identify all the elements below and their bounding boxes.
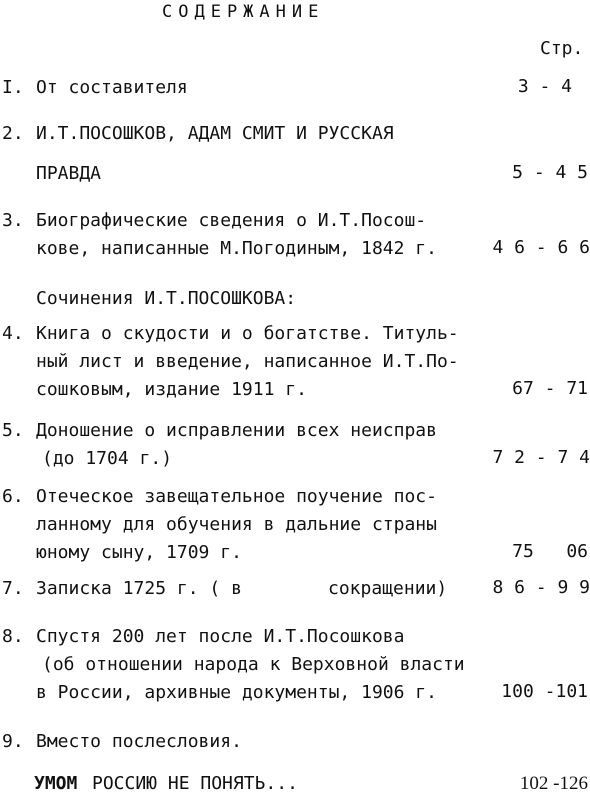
- entry-line: Вместо послесловия.: [36, 731, 242, 752]
- page-title: СОДЕРЖАНИЕ: [162, 2, 325, 22]
- entry-line: в России, архивные документы, 1906 г.: [36, 682, 437, 703]
- entry-number: I.: [2, 77, 24, 98]
- entry-line: юному сыну, 1709 г.: [36, 542, 242, 563]
- final-line-text: РОССИЮ НЕ ПОНЯТЬ...: [92, 773, 298, 794]
- entry-pages: 7 2 - 7 4: [492, 447, 590, 468]
- entry-pages: 67 - 71: [512, 378, 588, 399]
- entry-line: Отеческое завещательное поучение пос-: [36, 486, 437, 507]
- entry-pages: 8 6 - 9 9: [492, 577, 590, 598]
- entry-line: ланному для обучения в дальние страны: [36, 514, 437, 535]
- entry-pages: 5 - 4 5: [512, 162, 588, 183]
- entry-number: 3.: [2, 210, 24, 231]
- entry-number: 8.: [2, 626, 24, 647]
- entry-line: (до 1704 г.): [42, 448, 173, 469]
- entry-number: 7.: [2, 578, 24, 599]
- entry-pages: 4 6 - 6 6: [492, 237, 590, 258]
- final-line-pages: 102 -126: [519, 773, 588, 794]
- entry-line: ПРАВДА: [36, 163, 102, 184]
- entry-line: Книга о скудости и о богатстве. Титуль-: [36, 323, 459, 344]
- entry-line: От составителя: [36, 77, 188, 98]
- entry-number: 6.: [2, 486, 24, 507]
- entry-line: сошковым, издание 1911 г.: [36, 379, 307, 400]
- entry-line: Записка 1725 г. ( в: [36, 578, 242, 599]
- final-line-bold-word: УМОМ: [34, 773, 78, 794]
- entry-line: кове, написанные М.Погодиным, 1842 г.: [36, 238, 437, 259]
- entry-line: Спустя 200 лет после И.Т.Посошкова: [36, 626, 405, 647]
- entry-number: 9.: [2, 731, 24, 752]
- page-column-label: Стр.: [540, 38, 584, 59]
- entry-line: И.Т.ПОСОШКОВ, АДАМ СМИТ И РУССКАЯ: [36, 123, 394, 144]
- entry-line: Биографические сведения о И.Т.Посош-: [36, 210, 427, 231]
- entry-line: ный лист и введение, написанное И.Т.По-: [36, 351, 459, 372]
- entry-line: Доношение о исправлении всех неисправ: [36, 420, 437, 441]
- entry-pages: 100 -101: [501, 681, 588, 702]
- entry-number: 2.: [2, 123, 24, 144]
- entry-pages: 75 06: [512, 541, 588, 562]
- entry-number: 4.: [2, 323, 24, 344]
- entry-line: сокращении): [328, 578, 448, 599]
- entry-pages: 3 - 4: [517, 76, 572, 97]
- entry-line: (об отношении народа к Верховной власти: [42, 654, 465, 675]
- section-heading: Сочинения И.Т.ПОСОШКОВА:: [36, 288, 297, 309]
- entry-number: 5.: [2, 420, 24, 441]
